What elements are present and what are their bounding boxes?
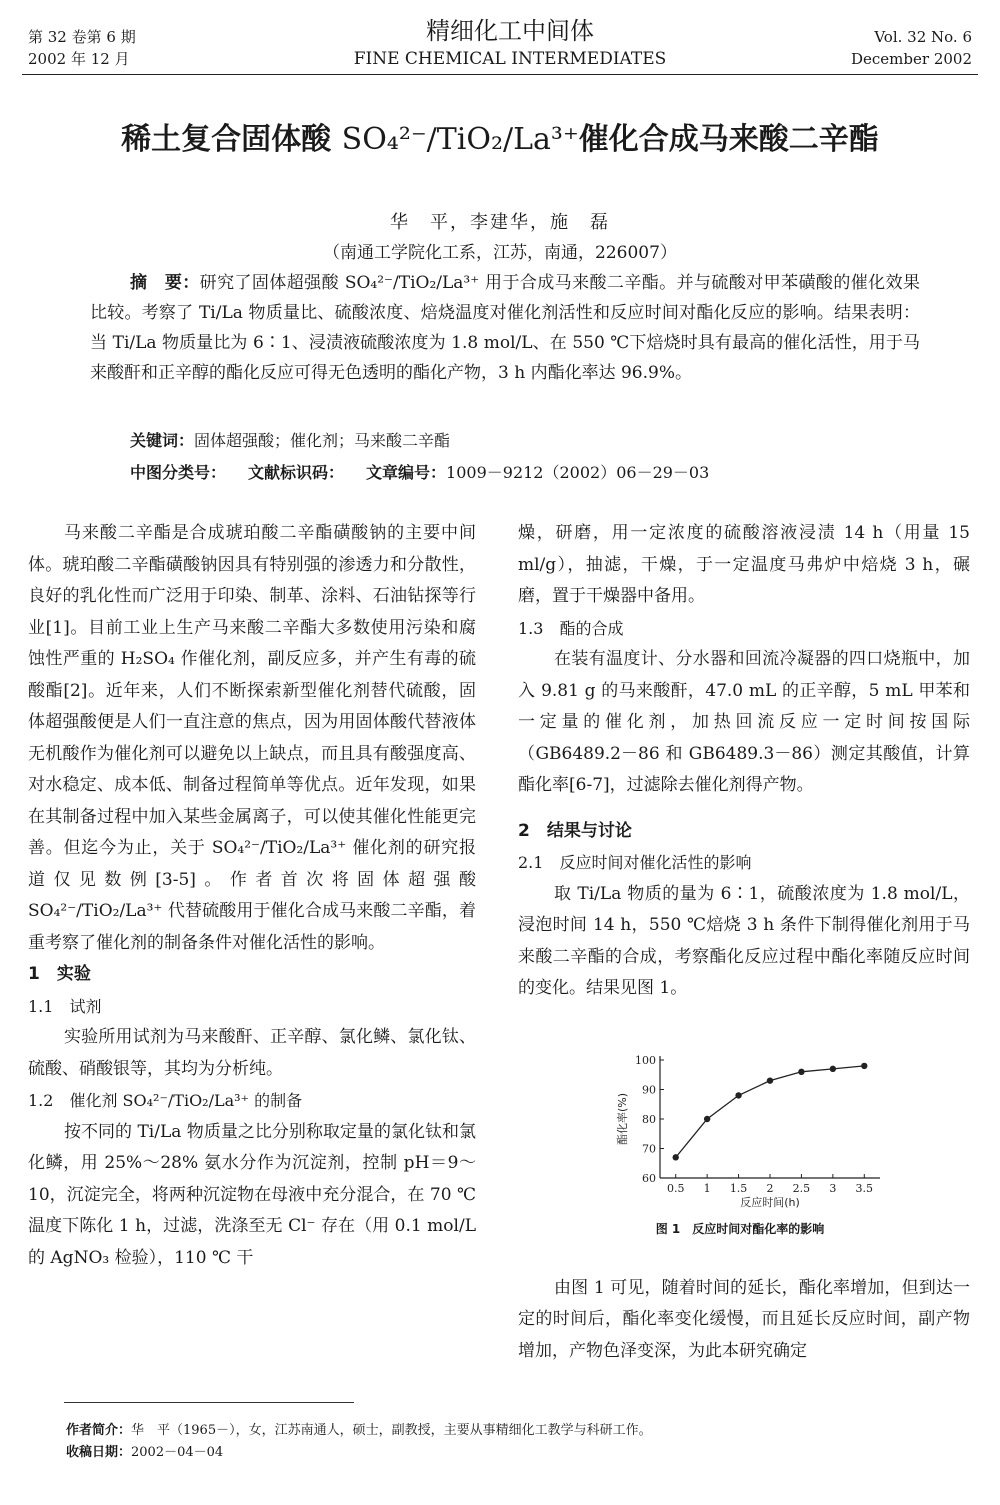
keywords-text: 固体超强酸；催化剂；马来酸二辛酯	[194, 431, 451, 450]
y-tick-label: 70	[642, 1142, 656, 1156]
article-number-label: 文章编号：	[366, 463, 447, 482]
section-1-2-heading: 1.2 催化剂 SO₄²⁻/TiO₂/La³⁺ 的制备	[28, 1091, 303, 1110]
chart-ticks	[635, 1054, 873, 1195]
article-number: 1009－9212（2002）06－29－03	[446, 463, 710, 482]
date-cn: 2002 年 12 月	[28, 50, 130, 68]
data-point	[735, 1092, 741, 1098]
authors: 华 平，李建华，施 磊	[390, 212, 610, 233]
x-tick-label: 3.5	[855, 1182, 874, 1195]
y-tick-label: 80	[642, 1113, 656, 1126]
keywords-label: 关键词：	[130, 431, 195, 450]
synthesis-paragraph: 在装有温度计、分水器和回流冷凝器的四口烧瓶中，加入 9.81 g 的马来酸酐，47.0 mL 的正辛醇，5 mL 甲苯和一定量的催化剂，加热回流反应一定时间按国际（GB6489.2－86 和 GB6489.3－86）测定其酸值，计算酯化率[6-7]，过滤除去催化剂得产物。	[518, 649, 970, 795]
issue-info	[28, 26, 136, 70]
received-date: 2002－04－04	[131, 1445, 224, 1460]
y-tick-label: 100	[635, 1054, 656, 1067]
y-tick-label: 60	[642, 1172, 656, 1185]
discussion-paragraph: 由图 1 可见，随着时间的延长，酯化率增加，但到达一定的时间后，酯化率变化缓慢，而且延长反应时间，副产物增加，产物色泽变深，为此本研究确定	[518, 1277, 970, 1361]
x-tick-label: 1.5	[729, 1182, 748, 1195]
journal-title	[300, 16, 720, 70]
volume-en: Vol. 32 No. 6	[874, 28, 972, 46]
x-tick-label: 2.5	[792, 1182, 811, 1195]
y-axis-label: 酯化率(%)	[616, 1092, 629, 1146]
data-point	[767, 1077, 773, 1083]
x-tick-label: 0.5	[666, 1182, 685, 1195]
left-column	[28, 518, 476, 1274]
data-point	[704, 1116, 710, 1122]
chart-axes	[615, 1056, 880, 1209]
intro-paragraph: 马来酸二辛酯是合成琥珀酸二辛酯磺酸钠的主要中间体。琥珀酸二辛酯磺酸钠因具有特别强的渗透力和分散性，良好的乳化性而广泛用于印染、制革、涂料、石油钻探等行业[1]。目前工业上生产马来酸二辛酯大多数使用污染和腐蚀性严重的 H₂SO₄ 作催化剂，副反应多，并产生有毒的硫酸酯[2]。近年来，人们不断探索新型催化剂替代硫酸，固体超强酸便是人们一直注意的焦点，因为用固体酸代替液体无机酸作为催化剂可以避免以上缺点，而且具有酸强度高、对水稳定、成本低、制备过程简单等优点。近年发现，如果在其制备过程中加入某些金属离子，可以使其催化性能更完善。但迄今为止，关于 SO₄²⁻/TiO₂/La³⁺ 催化剂的研究报道仅见数例[3-5]。作者首次将固体超强酸 SO₄²⁻/TiO₂/La³⁺ 代替硫酸用于催化合成马来酸二辛酯，着重考察了催化剂的制备条件对催化活性的影响。	[28, 523, 476, 953]
journal-name-en: FINE CHEMICAL INTERMEDIATES	[353, 49, 667, 69]
title-part2: 催化合成马来酸二辛酯	[578, 122, 879, 157]
issue-info-en	[851, 26, 972, 70]
title-chem: SO₄²⁻/TiO₂/La³⁺	[341, 122, 579, 157]
clc-label: 中图分类号：	[130, 463, 227, 482]
header-rule	[22, 74, 978, 75]
doc-code-label: 文献标识码：	[248, 463, 345, 482]
classification	[130, 460, 709, 486]
reagents-paragraph: 实验所用试剂为马来酸酐、正辛醇、氯化鳞、氯化钛、硫酸、硝酸银等，其均为分析纯。	[28, 1027, 476, 1079]
received-date-label: 收稿日期：	[66, 1445, 132, 1460]
section-2-1-heading: 2.1 反应时间对催化活性的影响	[518, 853, 752, 872]
results-paragraph: 取 Ti/La 物质的量为 6∶1，硫酸浓度为 1.8 mol/L，浸泡时间 14 h，550 ℃焙烧 3 h 条件下制得催化剂用于马来酸二辛酯的合成，考察酯化反应过程中酯化率随反应时间的变化。结果见图 1。	[518, 883, 970, 998]
title-part1: 稀土复合固体酸	[121, 122, 342, 157]
volume-cn: 第 32 卷第 6 期	[28, 28, 136, 46]
paper-title	[20, 118, 980, 162]
section-1-3-heading: 1.3 酯的合成	[518, 618, 624, 638]
footnote	[66, 1420, 652, 1464]
catalyst-prep-paragraph: 按不同的 Ti/La 物质量之比分别称取定量的氯化钛和氯化鳞，用 25%～28% 氨水分作为沉淀剂，控制 pH＝9～10，沉淀完全，将两种沉淀物在母液中充分混合，在 70 ℃温度下陈化 1 h，过滤，洗涤至无 Cl⁻ 存在（用 0.1 mol/L 的 AgNO₃ 检验），110 ℃ 干	[28, 1121, 477, 1268]
chart-series	[673, 1063, 868, 1161]
section-1-1-heading: 1.1 试剂	[28, 996, 102, 1016]
journal-name-cn: 精细化工中间体	[426, 17, 594, 45]
data-point	[830, 1066, 836, 1072]
affiliation: （南通工学院化工系，江苏，南通，226007）	[323, 243, 677, 263]
x-tick-label: 1	[703, 1182, 711, 1195]
data-point	[673, 1154, 679, 1160]
date-en: December 2002	[851, 50, 972, 68]
abstract-text: 研究了固体超强酸 SO₄²⁻/TiO₂/La³⁺ 用于合成马来酸二辛酯。并与硫酸对甲苯磺酸的催化效果比较。考察了 Ti/La 物质量比、硫酸浓度、焙烧温度对催化剂活性和反应时间对酯化反应的影响。结果表明：当 Ti/La 物质量比为 6∶1、浸渍液硫酸浓度为 1.8 mol/L、在 550 ℃下焙烧时具有最高的催化活性，用于马来酸酐和正辛醇的酯化反应可得无色透明的酯化产物，3 h 内酯化率达 96.9%。	[90, 273, 921, 383]
keywords	[130, 428, 450, 454]
section-2-heading: 2 结果与讨论	[518, 820, 632, 841]
figure-1-caption: 图 1 反应时间对酯化率的影响	[655, 1222, 825, 1236]
x-tick-label: 2	[766, 1182, 774, 1195]
right-column	[518, 518, 970, 1367]
abstract-label: 摘 要：	[130, 273, 200, 293]
x-axis-label: 反应时间(h)	[740, 1196, 800, 1209]
figure-1-chart	[594, 1048, 894, 1228]
data-point	[798, 1069, 804, 1075]
section-1-heading: 1 实验	[28, 964, 91, 984]
y-tick-label: 90	[642, 1083, 656, 1097]
footnote-rule	[64, 1402, 354, 1403]
author-bio: 华 平（1965－），女，江苏南通人，硕士，副教授，主要从事精细化工教学与科研工作。	[131, 1423, 652, 1438]
abstract	[90, 268, 920, 388]
catalyst-prep-continued: 燥，研磨，用一定浓度的硫酸溶液浸渍 14 h（用量 15 ml/g），抽滤，干燥，于一定温度马弗炉中焙烧 3 h，碾磨，置于干燥器中备用。	[518, 523, 970, 606]
x-tick-label: 3	[829, 1182, 837, 1195]
author-bio-label: 作者简介：	[66, 1423, 132, 1438]
data-point	[861, 1063, 867, 1069]
